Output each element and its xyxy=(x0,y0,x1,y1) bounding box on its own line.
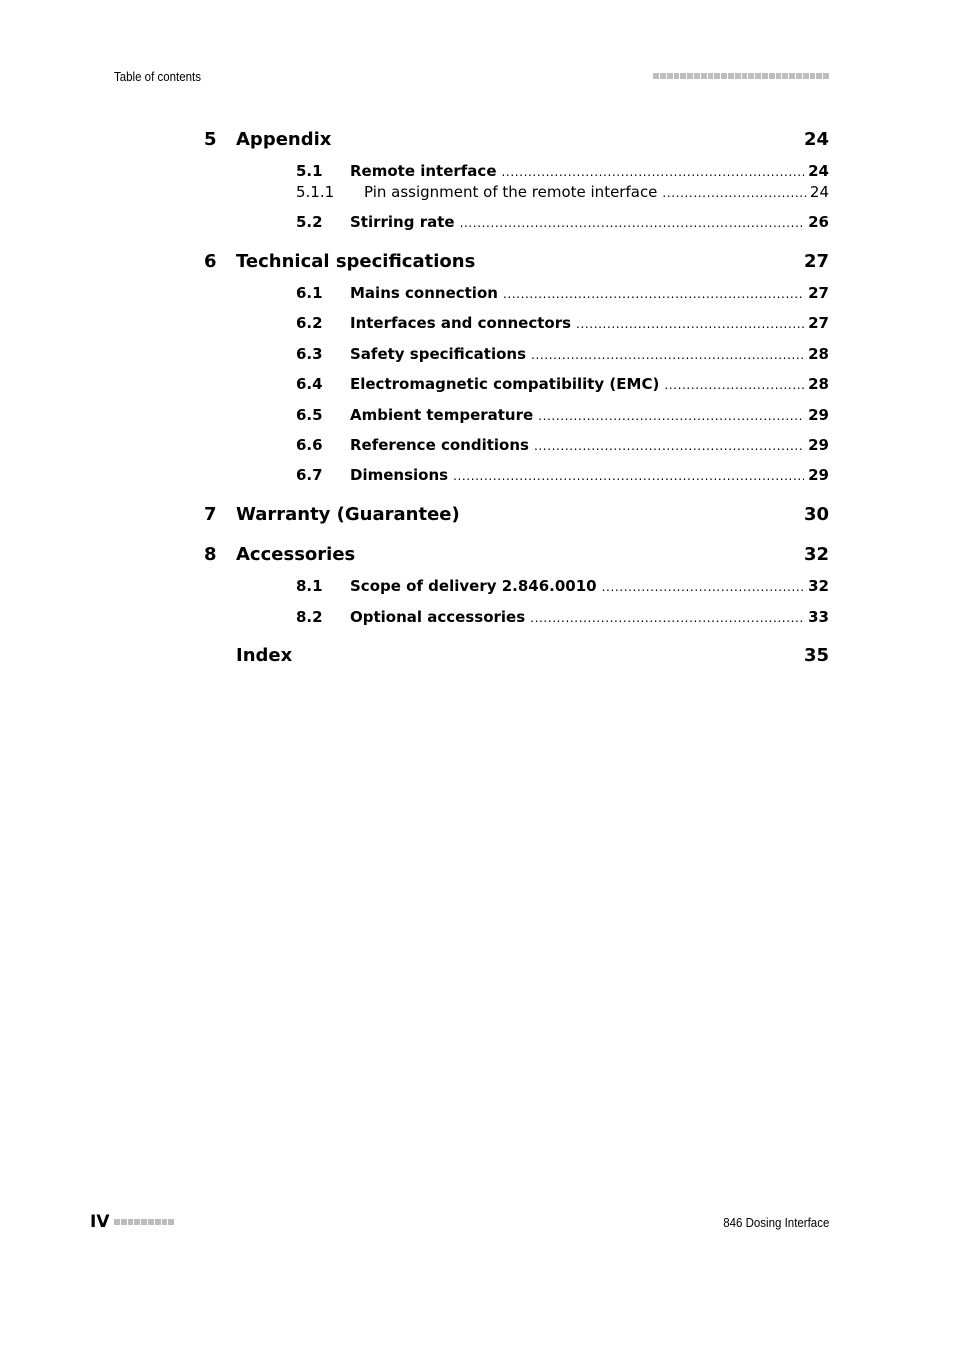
toc-entry-8-1[interactable] xyxy=(296,577,829,597)
entry-number: 5.2 xyxy=(296,213,323,231)
running-header-title: Table of contents xyxy=(114,70,201,84)
chapter-page: 24 xyxy=(803,129,829,150)
entry-title: Dimensions xyxy=(350,466,449,484)
toc-entry-6-4[interactable] xyxy=(296,375,829,395)
header-decoration-squares xyxy=(653,73,829,79)
toc-index[interactable] xyxy=(204,645,829,671)
toc-entry-5-1[interactable] xyxy=(296,162,829,182)
chapter-page: 30 xyxy=(803,504,829,525)
entry-page: 28 xyxy=(808,375,829,393)
entry-title: Stirring rate xyxy=(350,213,455,231)
toc-chapter-7[interactable] xyxy=(204,504,829,530)
entry-title: Reference conditions xyxy=(350,436,529,454)
page-footer xyxy=(90,1212,829,1234)
chapter-page: 27 xyxy=(803,251,829,272)
footer-document-title: 846 Dosing Interface xyxy=(722,1216,829,1230)
dot-leader xyxy=(662,186,805,200)
dot-leader xyxy=(538,409,804,423)
chapter-title: Accessories xyxy=(236,544,356,565)
footer-page-number: IV xyxy=(90,1212,110,1232)
chapter-title: Warranty (Guarantee) xyxy=(236,504,460,525)
entry-title: Mains connection xyxy=(350,284,498,302)
entry-page: 29 xyxy=(808,436,829,454)
chapter-number: 5 xyxy=(204,129,217,150)
entry-number: 5.1.1 xyxy=(296,183,335,201)
entry-page: 24 xyxy=(809,183,829,201)
entry-title: Electromagnetic compatibility (EMC) xyxy=(350,375,660,393)
entry-page: 26 xyxy=(808,213,829,231)
toc-chapter-6[interactable] xyxy=(204,251,829,277)
toc-entry-6-5[interactable] xyxy=(296,406,829,426)
toc-entry-5-1-1[interactable] xyxy=(296,183,829,203)
index-page: 35 xyxy=(803,645,829,666)
entry-page: 32 xyxy=(808,577,829,595)
dot-leader xyxy=(602,580,805,594)
toc-entry-6-2[interactable] xyxy=(296,314,829,334)
footer-decoration-squares xyxy=(114,1219,174,1225)
running-header xyxy=(114,70,829,88)
entry-title: Scope of delivery 2.846.0010 xyxy=(350,577,597,595)
toc-entry-8-2[interactable] xyxy=(296,608,829,628)
entry-number: 6.7 xyxy=(296,466,323,484)
entry-number: 6.2 xyxy=(296,314,323,332)
entry-number: 8.1 xyxy=(296,577,323,595)
entry-number: 6.5 xyxy=(296,406,323,424)
dot-leader xyxy=(503,287,804,301)
toc-entry-6-7[interactable] xyxy=(296,466,829,486)
entry-page: 27 xyxy=(808,284,829,302)
entry-title: Interfaces and connectors xyxy=(350,314,572,332)
entry-number: 8.2 xyxy=(296,608,323,626)
chapter-number: 8 xyxy=(204,544,217,565)
entry-title: Pin assignment of the remote interface xyxy=(364,183,658,201)
entry-page: 28 xyxy=(808,345,829,363)
dot-leader xyxy=(460,216,805,230)
chapter-number: 7 xyxy=(204,504,217,525)
entry-number: 5.1 xyxy=(296,162,323,180)
entry-number: 6.1 xyxy=(296,284,323,302)
entry-title: Remote interface xyxy=(350,162,497,180)
toc-chapter-8[interactable] xyxy=(204,544,829,570)
dot-leader xyxy=(530,611,804,625)
entry-title: Safety specifications xyxy=(350,345,527,363)
entry-number: 6.6 xyxy=(296,436,323,454)
chapter-title: Technical specifications xyxy=(236,251,476,272)
dot-leader xyxy=(576,317,804,331)
entry-title: Optional accessories xyxy=(350,608,526,626)
dot-leader xyxy=(664,378,804,392)
entry-page: 29 xyxy=(808,406,829,424)
entry-number: 6.3 xyxy=(296,345,323,363)
dot-leader xyxy=(534,439,804,453)
dot-leader xyxy=(502,165,805,179)
entry-page: 29 xyxy=(808,466,829,484)
toc-chapter-5[interactable] xyxy=(204,129,829,155)
dot-leader xyxy=(453,469,804,483)
entry-page: 24 xyxy=(808,162,829,180)
toc-entry-6-6[interactable] xyxy=(296,436,829,456)
entry-title: Ambient temperature xyxy=(350,406,534,424)
dot-leader xyxy=(531,348,804,362)
entry-number: 6.4 xyxy=(296,375,323,393)
entry-page: 33 xyxy=(808,608,829,626)
chapter-page: 32 xyxy=(803,544,829,565)
entry-page: 27 xyxy=(808,314,829,332)
index-title: Index xyxy=(236,645,293,666)
chapter-title: Appendix xyxy=(236,129,332,150)
chapter-number: 6 xyxy=(204,251,217,272)
toc-entry-6-3[interactable] xyxy=(296,345,829,365)
toc-entry-5-2[interactable] xyxy=(296,213,829,233)
toc-entry-6-1[interactable] xyxy=(296,284,829,304)
